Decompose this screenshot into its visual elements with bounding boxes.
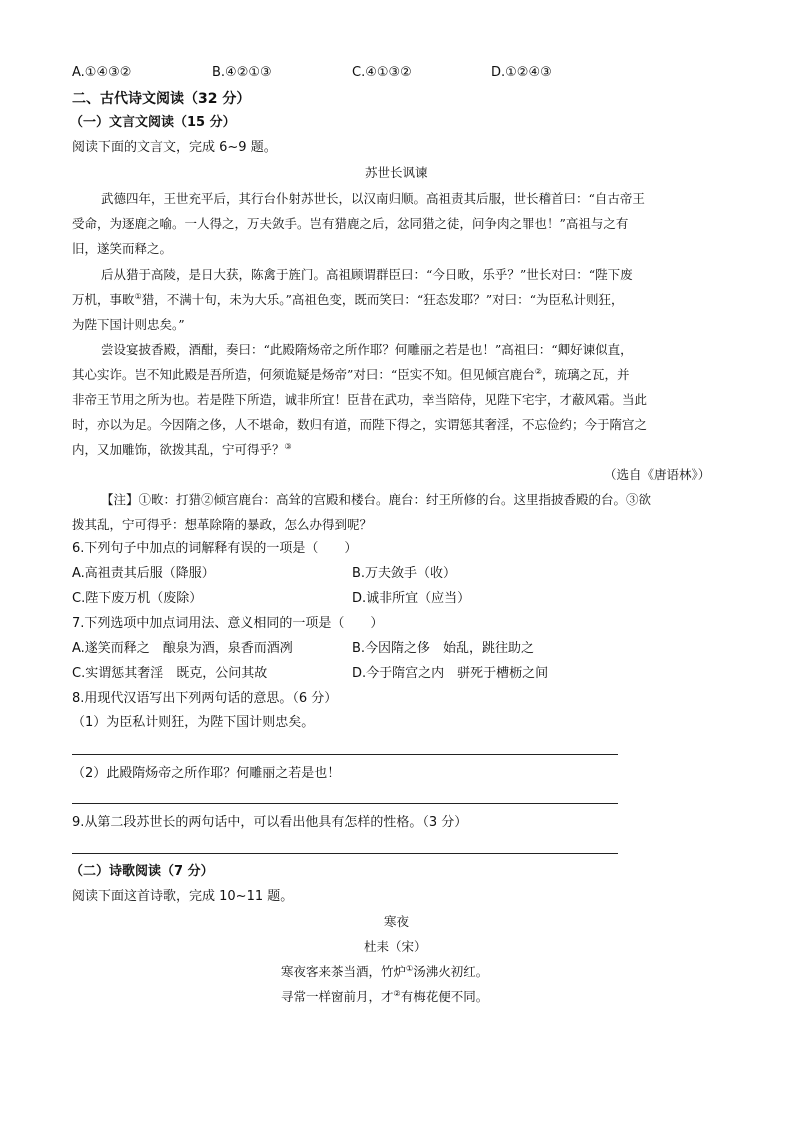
q8-sentence-1: （1）为臣私计则狂，为陛下国计则忠矣。	[72, 715, 315, 730]
q8-stem: 8.用现代汉语写出下列两句话的意思。（6 分）	[72, 691, 338, 706]
q7-option-b: B.今因隋之侈 始乱，跳往助之	[352, 641, 535, 656]
poem-title: 寒夜	[384, 914, 410, 929]
passage-p2-line: 后从猎于高陵，是日大获，陈禽于旌门。高祖顾谓群臣曰：“今日畋，乐乎？”世长对曰：“陛下废	[101, 267, 633, 282]
q9-stem: 9.从第二段苏世长的两句话中，可以看出他具有怎样的性格。（3 分）	[72, 815, 468, 830]
q6-option-c: C.陛下废万机（废除）	[72, 591, 203, 606]
footnote-marker: ①	[406, 963, 414, 973]
poem-author: 杜耒（宋）	[364, 939, 427, 954]
q7-option-d: D.今于隋宫之内 骈死于槽枥之间	[352, 666, 549, 681]
section-heading: 二、古代诗文阅读（32 分）	[72, 91, 251, 107]
q6-option-a: A.高祖责其后服（降服）	[72, 566, 215, 581]
q6-option-b: B.万夫敛手（收）	[352, 566, 457, 581]
q7-option-c: C.实谓惩其奢淫 既克，公问其故	[72, 666, 268, 681]
q8-sentence-2: （2）此殿隋炀帝之所作耶？何雕丽之若是也！	[72, 766, 341, 781]
q5-option-c: C.④①③②	[352, 65, 412, 80]
q5-option-d: D.①②④③	[491, 65, 552, 80]
q7-option-a: A.遂笑而释之 酿泉为酒，泉香而酒冽	[72, 641, 293, 656]
passage-p3-line: 其心实诈。岂不知此殿是吾所造，何须诡疑是炀帝”对曰：“臣实不知。但见倾宫鹿台②，琉璃之瓦，并	[72, 366, 630, 382]
part2-heading: （二）诗歌阅读（7 分）	[70, 864, 214, 879]
passage-p3-line: 内，又加雕饰，欲拨其乱，宁可得乎？③	[72, 441, 292, 457]
passage-p3-line: 尝设宴披香殿，酒酣，奏曰：“此殿隋炀帝之所作耶？何雕丽之若是也！”高祖曰：“卿好谏似直，	[101, 342, 633, 357]
answer-line[interactable]	[72, 803, 618, 804]
q5-option-a: A.①④③②	[72, 65, 132, 80]
passage-p3-line: 时，亦以为足。今因隋之侈，人不堪命，数归有道，而陛下得之，实谓惩其奢淫，不忘俭约；今于隋宫之	[72, 417, 648, 432]
q5-option-b: B.④②①③	[212, 65, 272, 80]
footnote-marker: ①	[134, 291, 142, 301]
passage-title: 苏世长讽谏	[365, 165, 428, 180]
passage-p1-line: 旧，遂笑而释之。	[72, 241, 173, 256]
passage-source: （选自《唐语林》）	[604, 467, 711, 482]
answer-line[interactable]	[72, 853, 618, 854]
poem-line-2: 寻常一样窗前月，才②有梅花便不同。	[281, 988, 489, 1004]
passage-p3-line: 非帝王节用之所为也。若是陛下所造，诚非所宜！臣昔在武功，幸当陪侍，见陛下宅宇，才蔽风霜。当此	[72, 392, 648, 407]
part2-instruction: 阅读下面这首诗歌，完成 10~11 题。	[72, 889, 294, 904]
passage-p1-line: 武德四年，王世充平后，其行台仆射苏世长，以汉南归顺。高祖责其后服，世长稽首曰：“自古帝王	[101, 191, 645, 206]
footnote-marker: ③	[284, 441, 292, 451]
part1-instruction: 阅读下面的文言文，完成 6~9 题。	[72, 140, 277, 155]
answer-line[interactable]	[72, 754, 618, 755]
footnote-marker: ②	[534, 366, 542, 376]
passage-p2-line: 万机，事畋①猎，不满十旬，未为大乐。”高祖色变，既而笑曰：“狂态发耶？”对曰：“为臣私计则狂，	[72, 291, 624, 307]
passage-notes-line: 【注】①畋：打猎②倾宫鹿台：高耸的宫殿和楼台。鹿台：纣王所修的台。这里指披香殿的台。③欲	[101, 492, 652, 507]
q6-option-d: D.诚非所宜（应当）	[352, 591, 471, 606]
poem-line-1: 寒夜客来茶当酒，竹炉①汤沸火初红。	[281, 963, 489, 979]
q7-stem: 7.下列选项中加点词用法、意义相同的一项是（ ）	[72, 616, 384, 631]
footnote-marker: ②	[393, 988, 401, 998]
q6-stem: 6.下列句子中加点的词解释有误的一项是（ ）	[72, 541, 358, 556]
passage-p1-line: 受命，为逐鹿之喻。一人得之，万夫敛手。岂有猎鹿之后，忿同猎之徒，问争肉之罪也！”高祖与之有	[72, 216, 629, 231]
part1-heading: （一）文言文阅读（15 分）	[70, 115, 236, 130]
passage-p2-line: 为陛下国计则忠矣。”	[72, 317, 185, 332]
passage-notes-line: 拨其乱，宁可得乎：想革除隋的暴政，怎么办得到呢？	[72, 517, 373, 532]
